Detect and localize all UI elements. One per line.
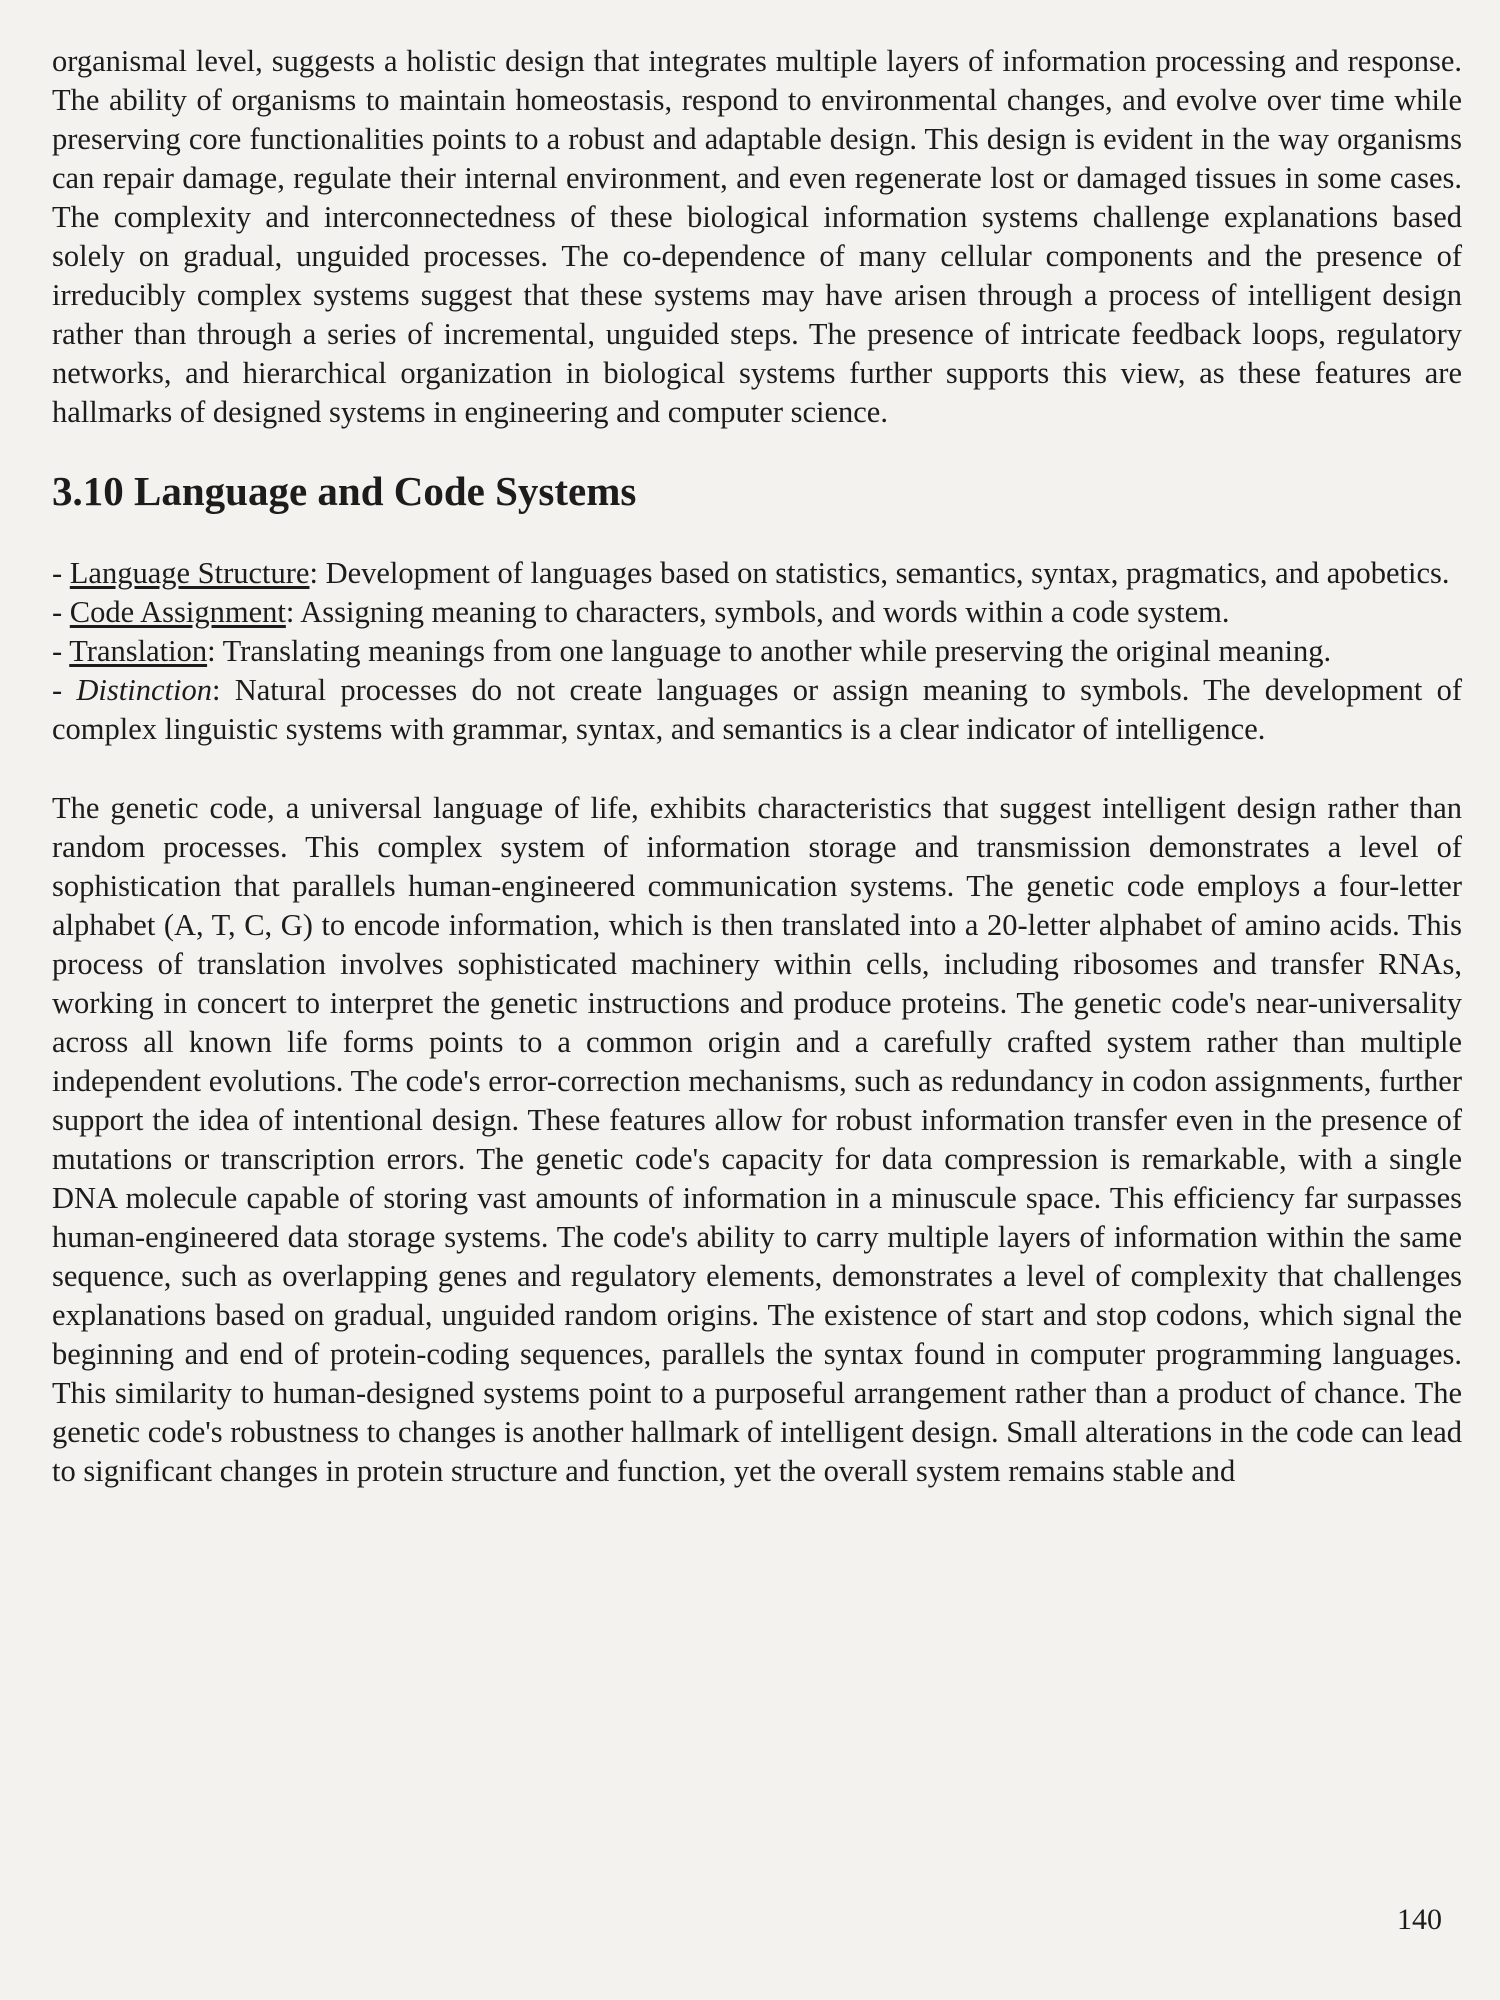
bullet-text: : Translating meanings from one language to another while preserving the original meaning. (207, 634, 1332, 668)
section-heading: 3.10 Language and Code Systems (52, 468, 637, 514)
bullet-language-structure (52, 554, 1462, 593)
bullet-term: Language Structure (69, 556, 310, 590)
paragraph-spacer (52, 749, 1462, 789)
bullet-list (52, 554, 1462, 749)
page-number: 140 (1397, 1903, 1442, 1936)
bullet-prefix: - (52, 595, 70, 629)
bullet-term: Code Assignment (69, 595, 286, 629)
bullet-translation (52, 632, 1462, 671)
intro-paragraph: organismal level, suggests a holistic design that integrates multiple layers of information processing and response. The ability of organisms to maintain homeostasis, respond to environmental changes, and evolve over time while preserving core functionalities points to a robust and adaptable design. This design is evident in the way organisms can repair damage, regulate their internal environment, and even regenerate lost or damaged tissues in some cases. The complexity and interconnectedness of these biological information systems challenge explanations based solely on gradual, unguided processes. The co-dependence of many cellular components and the presence of irreducibly complex systems suggest that these systems may have arisen through a process of intelligent design rather than through a series of incremental, unguided steps. The presence of intricate feedback loops, regulatory networks, and hierarchical organization in biological systems further supports this view, as these features are hallmarks of designed systems in engineering and computer science. (52, 44, 1462, 429)
bullet-text: : Assigning meaning to characters, symbols, and words within a code system. (285, 595, 1230, 629)
bullet-code-assignment (52, 593, 1462, 632)
bullet-distinction (52, 671, 1462, 749)
body-paragraph: The genetic code, a universal language of life, exhibits characteristics that suggest intelligent design rather than random processes. This complex system of information storage and transmission demonstrates a level of sophistication that parallels human-engineered communication systems. The genetic code employs a four-letter alphabet (A, T, C, G) to encode information, which is then translated into a 20-letter alphabet of amino acids. This process of translation involves sophisticated machinery within cells, including ribosomes and transfer RNAs, working in concert to interpret the genetic instructions and produce proteins. The genetic code's near-universality across all known life forms points to a common origin and a carefully crafted system rather than multiple independent evolutions. The code's error-correction mechanisms, such as redundancy in codon assignments, further support the idea of intentional design. These features allow for robust information transfer even in the presence of mutations or transcription errors. The genetic code's capacity for data compression is remarkable, with a single DNA molecule capable of storing vast amounts of information in a minuscule space. This efficiency far surpasses human-engineered data storage systems. The code's ability to carry multiple layers of information within the same sequence, such as overlapping genes and regulatory elements, demonstrates a level of complexity that challenges explanations based on gradual, unguided random origins. The existence of start and stop codons, which signal the beginning and end of protein-coding sequences, parallels the syntax found in computer programming languages. This similarity to human-designed systems point to a purposeful arrangement rather than a product of chance. The genetic code's robustness to changes is another hallmark of intelligent design. Small alterations in the code can lead to significant changes in protein structure and function, yet the overall system remains stable and (52, 791, 1462, 1488)
book-page (52, 42, 1462, 1491)
bullet-term: Translation (69, 634, 208, 668)
bullet-prefix: - (52, 634, 70, 668)
bullet-text: : Development of languages based on statistics, semantics, syntax, pragmatics, and apobetics. (309, 556, 1450, 590)
bullet-term: Distinction (76, 673, 212, 707)
bullet-prefix: - (52, 673, 77, 707)
bullet-text: : Natural processes do not create languages or assign meaning to symbols. The development of complex linguistic systems with grammar, syntax, and semantics is a clear indicator of intelligence. (52, 673, 1462, 746)
bullet-prefix: - (52, 556, 70, 590)
